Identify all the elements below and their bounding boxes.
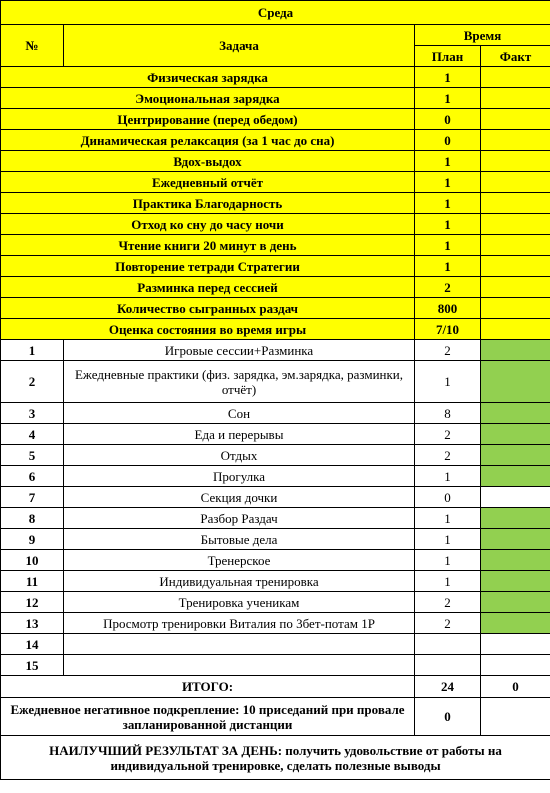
habit-row: [1, 256, 550, 277]
habit-task: Динамическая релаксация (за 1 час до сна): [1, 130, 415, 151]
habit-row: [1, 277, 550, 298]
task-plan: 1: [415, 466, 481, 487]
task-fact[interactable]: [481, 634, 550, 655]
task-name: Сон: [64, 403, 415, 424]
task-number: 15: [1, 655, 64, 676]
task-number: 2: [1, 361, 64, 403]
header-fact: Факт: [481, 46, 550, 67]
habit-fact[interactable]: [481, 319, 550, 340]
task-row: [1, 403, 550, 424]
habit-task: Оценка состояния во время игры: [1, 319, 415, 340]
total-fact: 0: [481, 676, 550, 698]
habit-row: [1, 193, 550, 214]
task-fact[interactable]: [481, 571, 550, 592]
task-plan: 0: [415, 487, 481, 508]
task-row: [1, 361, 550, 403]
task-number: 14: [1, 634, 64, 655]
task-fact[interactable]: [481, 508, 550, 529]
task-name: Еда и перерывы: [64, 424, 415, 445]
negative-reinforcement-row: [1, 698, 550, 736]
habit-plan: 1: [415, 67, 481, 88]
habit-row: [1, 130, 550, 151]
task-row: [1, 529, 550, 550]
task-name: Секция дочки: [64, 487, 415, 508]
habit-row: [1, 214, 550, 235]
best-result-row: [1, 736, 550, 780]
habit-task: Вдох-выдох: [1, 151, 415, 172]
task-plan: 1: [415, 529, 481, 550]
habit-row: [1, 298, 550, 319]
habit-task: Центрирование (перед обедом): [1, 109, 415, 130]
task-number: 3: [1, 403, 64, 424]
task-plan: [415, 634, 481, 655]
habit-task: Чтение книги 20 минут в день: [1, 235, 415, 256]
habit-task: Физическая зарядка: [1, 67, 415, 88]
task-name: Ежедневные практики (физ. зарядка, эм.зарядка, разминки, отчёт): [64, 361, 415, 403]
task-plan: [415, 655, 481, 676]
task-row: [1, 508, 550, 529]
task-fact[interactable]: [481, 424, 550, 445]
habit-plan: 1: [415, 235, 481, 256]
negative-reinforcement-fact[interactable]: [481, 698, 550, 736]
habit-plan: 0: [415, 109, 481, 130]
task-plan: 1: [415, 361, 481, 403]
task-fact[interactable]: [481, 529, 550, 550]
header-time: Время: [415, 25, 550, 46]
habit-row: [1, 319, 550, 340]
habit-task: Практика Благодарность: [1, 193, 415, 214]
task-row: [1, 655, 550, 676]
task-number: 13: [1, 613, 64, 634]
task-row: [1, 592, 550, 613]
best-result-text: НАИЛУЧШИЙ РЕЗУЛЬТАТ ЗА ДЕНЬ: получить удовольствие от работы на индивидуальной тренировке, сделать полезные выводы: [1, 736, 550, 780]
habit-row: [1, 172, 550, 193]
habit-fact[interactable]: [481, 172, 550, 193]
habit-plan: 1: [415, 151, 481, 172]
task-fact[interactable]: [481, 655, 550, 676]
day-title: Среда: [1, 1, 550, 25]
habit-plan: 7/10: [415, 319, 481, 340]
habit-plan: 1: [415, 172, 481, 193]
task-plan: 2: [415, 445, 481, 466]
title-row: [1, 1, 550, 25]
task-fact[interactable]: [481, 487, 550, 508]
total-row: [1, 676, 550, 698]
task-fact[interactable]: [481, 361, 550, 403]
habit-fact[interactable]: [481, 298, 550, 319]
habit-row: [1, 88, 550, 109]
task-plan: 1: [415, 550, 481, 571]
task-fact[interactable]: [481, 403, 550, 424]
task-plan: 1: [415, 571, 481, 592]
task-row: [1, 634, 550, 655]
habit-plan: 1: [415, 214, 481, 235]
task-name: Прогулка: [64, 466, 415, 487]
header-row-1: [1, 25, 550, 46]
habit-fact[interactable]: [481, 214, 550, 235]
task-name: Тренерское: [64, 550, 415, 571]
task-plan: 2: [415, 592, 481, 613]
task-plan: 2: [415, 424, 481, 445]
header-plan: План: [415, 46, 481, 67]
task-row: [1, 466, 550, 487]
task-number: 9: [1, 529, 64, 550]
task-name: Бытовые дела: [64, 529, 415, 550]
task-name: Просмотр тренировки Виталия по 3бет-потам 1P: [64, 613, 415, 634]
task-row: [1, 424, 550, 445]
task-name: Отдых: [64, 445, 415, 466]
task-row: [1, 613, 550, 634]
task-name: [64, 655, 415, 676]
habit-plan: 2: [415, 277, 481, 298]
task-number: 6: [1, 466, 64, 487]
total-plan: 24: [415, 676, 481, 698]
task-number: 10: [1, 550, 64, 571]
habit-plan: 800: [415, 298, 481, 319]
habit-plan: 1: [415, 193, 481, 214]
habit-fact[interactable]: [481, 88, 550, 109]
habit-task: Отход ко сну до часу ночи: [1, 214, 415, 235]
task-name: Индивидуальная тренировка: [64, 571, 415, 592]
total-label: ИТОГО:: [1, 676, 415, 698]
task-name: Тренировка ученикам: [64, 592, 415, 613]
habit-row: [1, 67, 550, 88]
habit-plan: 1: [415, 88, 481, 109]
task-name: Разбор Раздач: [64, 508, 415, 529]
habit-fact[interactable]: [481, 193, 550, 214]
habit-fact[interactable]: [481, 235, 550, 256]
habit-plan: 0: [415, 130, 481, 151]
task-row: [1, 445, 550, 466]
habit-fact[interactable]: [481, 67, 550, 88]
habit-row: [1, 109, 550, 130]
task-fact[interactable]: [481, 592, 550, 613]
task-fact[interactable]: [481, 613, 550, 634]
task-plan: 1: [415, 508, 481, 529]
habit-task: Разминка перед сессией: [1, 277, 415, 298]
habit-task: Количество сыгранных раздач: [1, 298, 415, 319]
task-plan: 2: [415, 340, 481, 361]
task-number: 5: [1, 445, 64, 466]
task-fact[interactable]: [481, 340, 550, 361]
habit-task: Повторение тетради Стратегии: [1, 256, 415, 277]
habit-fact[interactable]: [481, 151, 550, 172]
negative-reinforcement-text: Ежедневное негативное подкрепление: 10 приседаний при провале запланированной дистанции: [1, 698, 415, 736]
task-fact[interactable]: [481, 550, 550, 571]
habit-row: [1, 235, 550, 256]
task-row: [1, 550, 550, 571]
task-number: 12: [1, 592, 64, 613]
task-row: [1, 487, 550, 508]
habit-task: Эмоциональная зарядка: [1, 88, 415, 109]
task-number: 7: [1, 487, 64, 508]
task-number: 8: [1, 508, 64, 529]
habit-plan: 1: [415, 256, 481, 277]
task-name: [64, 634, 415, 655]
habit-fact[interactable]: [481, 130, 550, 151]
header-task: Задача: [64, 25, 415, 67]
task-row: [1, 340, 550, 361]
task-number: 1: [1, 340, 64, 361]
habit-fact[interactable]: [481, 109, 550, 130]
habit-fact[interactable]: [481, 277, 550, 298]
habit-row: [1, 151, 550, 172]
task-number: 11: [1, 571, 64, 592]
negative-reinforcement-value: 0: [415, 698, 481, 736]
task-fact[interactable]: [481, 466, 550, 487]
task-number: 4: [1, 424, 64, 445]
habit-task: Ежедневный отчёт: [1, 172, 415, 193]
task-row: [1, 571, 550, 592]
task-plan: 8: [415, 403, 481, 424]
task-name: Игровые сессии+Разминка: [64, 340, 415, 361]
header-num: №: [1, 25, 64, 67]
task-fact[interactable]: [481, 445, 550, 466]
habit-fact[interactable]: [481, 256, 550, 277]
task-plan: 2: [415, 613, 481, 634]
